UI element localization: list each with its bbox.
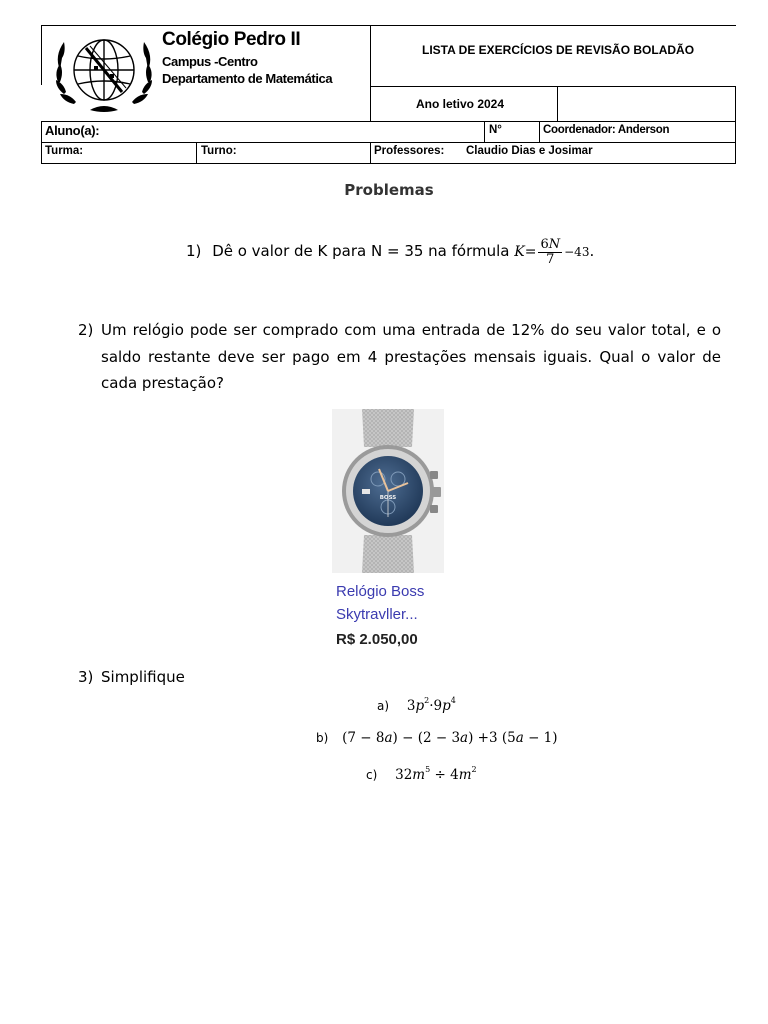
student-label: Aluno(a): [45,123,100,138]
simplify-expr-a: $3p^2\cdot 9p^4$ [406,696,456,714]
question-3-text: Simplifique [101,668,185,686]
dial-brand-text: BOSS [379,495,397,501]
simplify-item-a: a) $3p^2\cdot 9p^4$ [377,696,456,714]
school-name: Colégio Pedro II [162,29,301,50]
question-1-formula: K= $\frac{6N}{7}$ −43 [514,236,590,267]
campus-name: Campus -Centro [162,54,258,69]
question-2-number: 2) [78,321,94,339]
simplify-item-c: c) $32m^5 \div 4m^2$ [366,765,477,783]
simplify-expr-c: $32m^5 \div 4m^2$ [395,765,477,783]
product-name-line2[interactable]: Skytravller... [336,606,418,623]
coordinator-label: Coordenador: Anderson [543,124,670,136]
number-label: N° [489,124,502,136]
watch-image[interactable] [332,409,444,573]
question-1: 1) Dê o valor de K para N = 35 na fórmula K= $\frac{6N}{7}$ −43. [186,236,595,267]
school-year: Ano letivo 2024 [416,97,505,111]
school-logo [50,30,160,116]
list-title: LISTA DE EXERCÍCIOS DE REVISÃO BOLADÃO [422,43,695,57]
section-title: Problemas [344,181,434,199]
product-price: R$ 2.050,00 [336,631,418,648]
question-1-text: Dê o valor de K para N = 35 na fórmula [212,242,510,260]
shift-label: Turno: [201,145,237,157]
simplify-expr-b: (7 − 8a) − (2 − 3a) +3 (5a − 1) [342,730,558,746]
question-2-text: Um relógio pode ser comprado com uma entrada de 12% do seu valor total, e o saldo restante deve ser pago em 4 prestações mensais iguais. Qual o valor de cada prestação? [101,321,721,392]
department-name: Departamento de Matemática [162,71,333,86]
question-1-number: 1) [186,242,202,260]
teachers-label: Professores: [374,145,445,157]
question-3-number: 3) [78,668,94,686]
simplify-item-b: b) (7 − 8a) − (2 − 3a) +3 (5a − 1) [316,730,558,746]
class-label: Turma: [45,145,84,157]
product-name-line1[interactable]: Relógio Boss [336,583,425,600]
teachers-names: Claudio Dias e Josimar [466,145,593,157]
